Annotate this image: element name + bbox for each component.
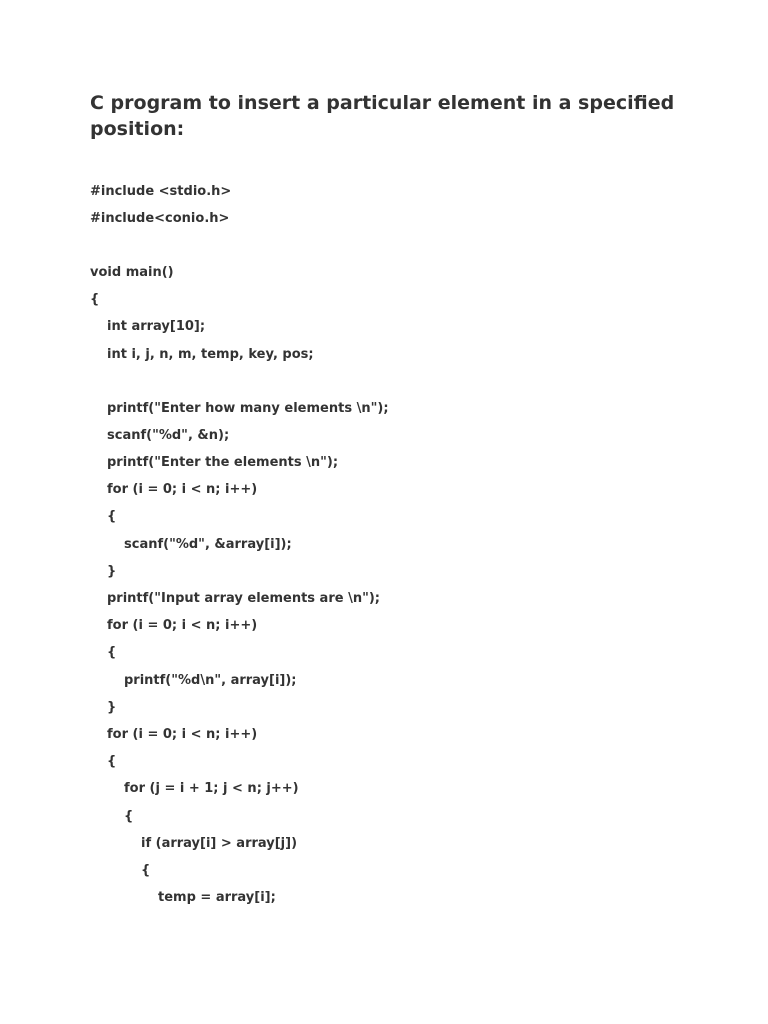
code-line: { bbox=[124, 809, 134, 824]
code-line: printf("Input array elements are \n"); bbox=[107, 591, 380, 606]
code-line: { bbox=[90, 292, 100, 307]
code-line: for (i = 0; i < n; i++) bbox=[107, 727, 258, 742]
code-line: { bbox=[141, 863, 151, 878]
code-line: scanf("%d", &n); bbox=[107, 428, 230, 443]
code-line: printf("Enter the elements \n"); bbox=[107, 455, 339, 470]
code-line: void main() bbox=[90, 265, 174, 280]
code-line: if (array[i] > array[j]) bbox=[141, 836, 298, 851]
code-line: { bbox=[107, 509, 117, 524]
code-line: printf("Enter how many elements \n"); bbox=[107, 401, 389, 416]
code-line: { bbox=[107, 754, 117, 769]
code-line: for (j = i + 1; j < n; j++) bbox=[124, 781, 299, 796]
code-line: for (i = 0; i < n; i++) bbox=[107, 482, 258, 497]
code-line: for (i = 0; i < n; i++) bbox=[107, 618, 258, 633]
code-line: #include <stdio.h> bbox=[90, 184, 232, 199]
title-line-2: position: bbox=[90, 118, 185, 140]
code-line: int array[10]; bbox=[107, 319, 206, 334]
code-line: temp = array[i]; bbox=[158, 890, 276, 905]
code-line: { bbox=[107, 645, 117, 660]
code-line: scanf("%d", &array[i]); bbox=[124, 537, 292, 552]
code-line: } bbox=[107, 564, 117, 579]
code-line: } bbox=[107, 700, 117, 715]
page-title bbox=[90, 90, 690, 142]
code-line: int i, j, n, m, temp, key, pos; bbox=[107, 347, 314, 362]
title-line-1: C program to insert a particular element in a specified bbox=[90, 92, 675, 114]
code-line: printf("%d\n", array[i]); bbox=[124, 673, 297, 688]
code-line: #include<conio.h> bbox=[90, 211, 230, 226]
